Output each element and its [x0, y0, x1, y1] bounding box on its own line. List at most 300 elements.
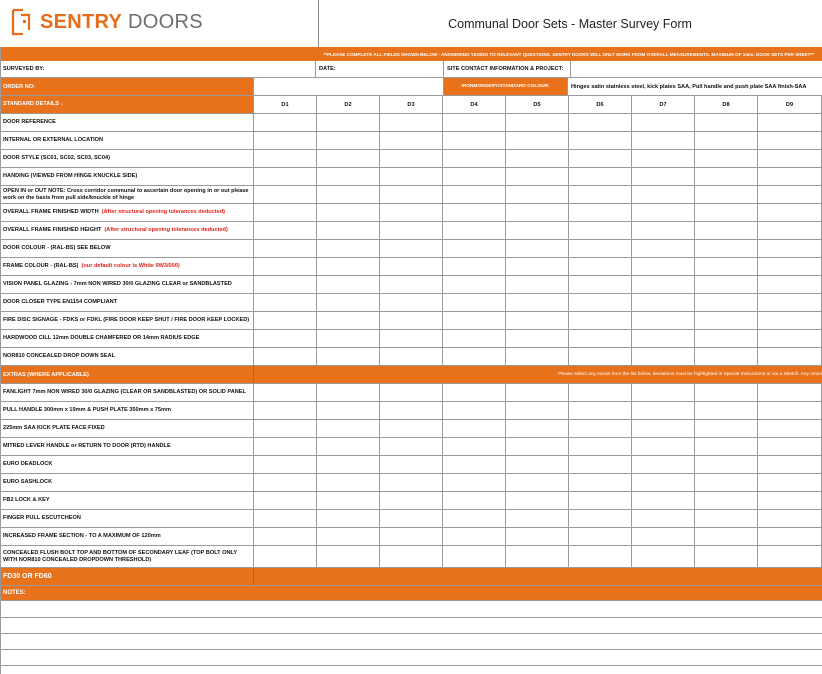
standard-detail-label: [0, 276, 254, 293]
door-entry-cell[interactable]: [758, 528, 822, 545]
door-entry-cell[interactable]: [506, 276, 569, 293]
door-entry-cell[interactable]: [758, 348, 822, 365]
standard-detail-label-text: FRAME COLOUR - (RAL-BS): [3, 263, 79, 269]
site-contact-label: SITE CONTACT INFORMATION & PROJECT:: [447, 66, 564, 72]
door-entry-cell[interactable]: [632, 420, 695, 437]
door-entry-cell[interactable]: [380, 384, 443, 401]
door-entry-cell[interactable]: [758, 186, 822, 203]
extras-row: [0, 420, 822, 438]
door-entry-cell[interactable]: [632, 150, 695, 167]
order-no-field[interactable]: [254, 78, 444, 95]
door-entry-cell[interactable]: [695, 474, 758, 491]
door-entry-cell[interactable]: [569, 204, 632, 221]
door-entry-cell[interactable]: [695, 456, 758, 473]
door-entry-cell[interactable]: [569, 510, 632, 527]
extras-row: [0, 438, 822, 456]
door-entry-cell[interactable]: [317, 222, 380, 239]
extras-label-text: FANLIGHT 7mm NON WIRED 30/0 GLAZING (CLEAR OR SANDBLASTED) OR SOLID PANEL: [3, 389, 246, 395]
extras-label: [0, 438, 254, 455]
door-entry-cell[interactable]: [758, 222, 822, 239]
door-entry-cell[interactable]: [380, 276, 443, 293]
form-title: Communal Door Sets - Master Survey Form: [448, 16, 692, 31]
door-entry-cell[interactable]: [443, 546, 506, 567]
standard-detail-label-text: HARDWOOD CILL 12mm DOUBLE CHAMFERED OR 14mm RADIUS EDGE: [3, 335, 200, 341]
standard-detail-row: [0, 186, 822, 204]
standard-detail-row: [0, 168, 822, 186]
door-entry-cell[interactable]: [758, 240, 822, 257]
door-entry-cell[interactable]: [695, 348, 758, 365]
door-column-header: D6: [569, 96, 632, 113]
door-entry-cell[interactable]: [569, 132, 632, 149]
door-entry-cell[interactable]: [632, 258, 695, 275]
standard-detail-row: [0, 258, 822, 276]
standard-detail-label: [0, 114, 254, 131]
door-entry-cell[interactable]: [758, 420, 822, 437]
door-entry-cell[interactable]: [506, 438, 569, 455]
site-contact-label-cell: [444, 61, 571, 77]
left-border: [0, 47, 1, 674]
standard-detail-label: [0, 312, 254, 329]
extras-row: [0, 510, 822, 528]
door-entry-cell[interactable]: [317, 420, 380, 437]
standard-detail-label-text: FIRE DISC SIGNAGE - FDKS or FDKL (FIRE DOOR KEEP SHUT / FIRE DOOR KEEP LOCKED): [3, 317, 250, 323]
door-entry-cell[interactable]: [317, 204, 380, 221]
door-entry-cell[interactable]: [380, 240, 443, 257]
extras-label-text: PULL HANDLE 300mm x 19mm & PUSH PLATE 350mm x 75mm: [3, 407, 171, 413]
door-entry-cell[interactable]: [758, 510, 822, 527]
door-entry-cell[interactable]: [317, 528, 380, 545]
door-entry-cell[interactable]: [569, 222, 632, 239]
door-entry-cell[interactable]: [317, 438, 380, 455]
door-entry-cell[interactable]: [317, 114, 380, 131]
door-entry-cell[interactable]: [758, 114, 822, 131]
standard-detail-label-text: DOOR COLOUR - (RAL-BS) SEE BELOW: [3, 245, 111, 251]
door-entry-cell[interactable]: [758, 384, 822, 401]
door-entry-cell[interactable]: [569, 330, 632, 347]
door-entry-cell[interactable]: [758, 546, 822, 567]
door-entry-cell[interactable]: [380, 420, 443, 437]
door-entry-cell[interactable]: [443, 528, 506, 545]
door-entry-cell[interactable]: [506, 240, 569, 257]
door-entry-cell[interactable]: [506, 222, 569, 239]
standard-detail-label-text: OPEN IN or OUT NOTE: Cross corridor communal to ascertain door opening in or out please work on the basis from pull side/knuckle of hinge: [3, 187, 249, 201]
door-entry-cell[interactable]: [380, 474, 443, 491]
door-entry-cell[interactable]: [317, 402, 380, 419]
door-entry-cell[interactable]: [506, 330, 569, 347]
door-entry-cell[interactable]: [506, 114, 569, 131]
extras-label-text: EURO DEADLOCK: [3, 461, 53, 467]
door-entry-cell[interactable]: [254, 402, 317, 419]
door-entry-cell[interactable]: [569, 240, 632, 257]
standard-detail-row: [0, 150, 822, 168]
door-entry-cell[interactable]: [443, 222, 506, 239]
door-entry-cell[interactable]: [569, 150, 632, 167]
extras-row: [0, 546, 822, 568]
ironmongery-value[interactable]: [568, 78, 822, 95]
door-entry-cell[interactable]: [317, 258, 380, 275]
sentry-doors-logo-icon: [11, 8, 33, 36]
door-entry-cell[interactable]: [632, 492, 695, 509]
door-entry-cell[interactable]: [506, 402, 569, 419]
door-column-header: D3: [380, 96, 443, 113]
door-entry-cell[interactable]: [380, 492, 443, 509]
door-entry-cell[interactable]: [443, 330, 506, 347]
extras-header: [0, 366, 254, 383]
door-entry-cell[interactable]: [254, 114, 317, 131]
door-entry-cell[interactable]: [569, 294, 632, 311]
date-field[interactable]: [316, 61, 444, 77]
door-entry-cell[interactable]: [506, 204, 569, 221]
extras-label-text: 225mm SAA KICK PLATE FACE FIXED: [3, 425, 105, 431]
door-entry-cell[interactable]: [569, 492, 632, 509]
door-entry-cell[interactable]: [443, 168, 506, 185]
door-entry-cell[interactable]: [317, 312, 380, 329]
extras-label: [0, 384, 254, 401]
door-entry-cell[interactable]: [632, 402, 695, 419]
extras-label-text: FINGER PULL ESCUTCHEON: [3, 515, 81, 521]
extras-label-text: CONCEALED FLUSH BOLT TOP AND BOTTOM OF SECONDARY LEAF (TOP BOLT ONLY WITH NOR810 CONCEALED DROPDOWN THRESHOLD): [3, 549, 238, 563]
door-entry-cell[interactable]: [443, 510, 506, 527]
door-entry-cell[interactable]: [758, 150, 822, 167]
door-entry-cell[interactable]: [380, 546, 443, 567]
door-entry-cell[interactable]: [569, 528, 632, 545]
fd-rating-text: FD30 OR FD60: [3, 573, 52, 580]
door-entry-cell[interactable]: [569, 186, 632, 203]
door-entry-cell[interactable]: [254, 420, 317, 437]
door-entry-cell[interactable]: [254, 348, 317, 365]
door-entry-cell[interactable]: [695, 384, 758, 401]
door-entry-cell[interactable]: [380, 456, 443, 473]
door-entry-cell[interactable]: [443, 456, 506, 473]
door-entry-cell[interactable]: [254, 438, 317, 455]
door-entry-cell[interactable]: [695, 258, 758, 275]
door-entry-cell[interactable]: [443, 258, 506, 275]
door-entry-cell[interactable]: [632, 528, 695, 545]
door-entry-cell[interactable]: [254, 312, 317, 329]
door-entry-cell[interactable]: [443, 348, 506, 365]
door-entry-cell[interactable]: [695, 330, 758, 347]
door-entry-cell[interactable]: [695, 528, 758, 545]
door-entry-cell[interactable]: [506, 348, 569, 365]
door-entry-cell[interactable]: [506, 510, 569, 527]
door-entry-cell[interactable]: [632, 240, 695, 257]
extras-row: [0, 528, 822, 546]
door-entry-cell[interactable]: [443, 384, 506, 401]
logo-area: [0, 0, 319, 47]
extras-row: [0, 456, 822, 474]
door-entry-cell[interactable]: [506, 186, 569, 203]
door-entry-cell[interactable]: [569, 114, 632, 131]
door-entry-cell[interactable]: [317, 240, 380, 257]
door-entry-cell[interactable]: [758, 294, 822, 311]
door-entry-cell[interactable]: [695, 294, 758, 311]
ironmongery-label: IRONMONGERY/STANDARD COLOUR:: [461, 84, 550, 89]
door-entry-cell[interactable]: [443, 240, 506, 257]
standard-detail-label-text: VISION PANEL GLAZING - 7mm NON WIRED 30/0 GLAZING CLEAR or SANDBLASTED: [3, 281, 232, 287]
door-entry-cell[interactable]: [254, 294, 317, 311]
fd-rating-label: [0, 568, 254, 585]
door-entry-cell[interactable]: [380, 438, 443, 455]
door-entry-cell[interactable]: [632, 474, 695, 491]
door-entry-cell[interactable]: [569, 438, 632, 455]
standard-detail-label-text: DOOR STYLE (SC01, SC02, SC03, SC04): [3, 155, 110, 161]
door-entry-cell[interactable]: [632, 456, 695, 473]
door-entry-cell[interactable]: [380, 168, 443, 185]
extras-label: [0, 546, 254, 567]
door-entry-cell[interactable]: [317, 474, 380, 491]
door-entry-cell[interactable]: [569, 168, 632, 185]
door-entry-cell[interactable]: [443, 492, 506, 509]
door-entry-cell[interactable]: [506, 312, 569, 329]
door-entry-cell[interactable]: [569, 312, 632, 329]
door-entry-cell[interactable]: [254, 240, 317, 257]
door-entry-cell[interactable]: [632, 348, 695, 365]
door-entry-cell[interactable]: [758, 330, 822, 347]
door-entry-cell[interactable]: [695, 204, 758, 221]
door-entry-cell[interactable]: [758, 456, 822, 473]
door-entry-cell[interactable]: [254, 474, 317, 491]
standard-detail-row: [0, 330, 822, 348]
door-entry-cell[interactable]: [443, 474, 506, 491]
door-entry-cell[interactable]: [506, 420, 569, 437]
door-entry-cell[interactable]: [380, 294, 443, 311]
door-entry-cell[interactable]: [632, 510, 695, 527]
standard-detail-label: [0, 258, 254, 275]
door-entry-cell[interactable]: [695, 420, 758, 437]
door-entry-cell[interactable]: [443, 294, 506, 311]
extras-row: [0, 474, 822, 492]
door-entry-cell[interactable]: [254, 204, 317, 221]
door-entry-cell[interactable]: [695, 546, 758, 567]
door-entry-cell[interactable]: [632, 186, 695, 203]
door-entry-cell[interactable]: [506, 150, 569, 167]
door-entry-cell[interactable]: [254, 150, 317, 167]
standard-details-header: [0, 96, 254, 113]
door-entry-cell[interactable]: [632, 222, 695, 239]
door-entry-cell[interactable]: [569, 402, 632, 419]
door-entry-cell[interactable]: [317, 168, 380, 185]
door-entry-cell[interactable]: [380, 258, 443, 275]
door-entry-cell[interactable]: [317, 546, 380, 567]
notes-label: [0, 586, 822, 600]
standard-detail-label: [0, 150, 254, 167]
door-entry-cell[interactable]: [443, 132, 506, 149]
standard-detail-label: [0, 168, 254, 185]
door-entry-cell[interactable]: [380, 312, 443, 329]
door-entry-cell[interactable]: [569, 258, 632, 275]
door-entry-cell[interactable]: [254, 222, 317, 239]
door-entry-cell[interactable]: [317, 294, 380, 311]
door-entry-cell[interactable]: [632, 312, 695, 329]
door-entry-cell[interactable]: [506, 168, 569, 185]
door-entry-cell[interactable]: [632, 168, 695, 185]
door-entry-cell[interactable]: [317, 330, 380, 347]
door-entry-cell[interactable]: [758, 312, 822, 329]
extras-row: [0, 492, 822, 510]
door-entry-cell[interactable]: [695, 492, 758, 509]
door-entry-cell[interactable]: [632, 114, 695, 131]
door-entry-cell[interactable]: [632, 294, 695, 311]
door-entry-cell[interactable]: [380, 528, 443, 545]
door-entry-cell[interactable]: [443, 204, 506, 221]
instructions-banner: **PLEASE COMPLETE ALL FIELDS SHOWN BELOW - ANSWERING YES/NO TO RELEVANT QUESTIONS. SENTRY DOORS WILL ONLY WORK FROM OVERALL MEASUREMENTS. MAXIMUM OF 14no. DOOR SETS PER SHEET**: [0, 47, 822, 61]
door-entry-cell[interactable]: [632, 330, 695, 347]
door-entry-cell[interactable]: [569, 348, 632, 365]
door-entry-cell[interactable]: [632, 384, 695, 401]
door-entry-cell[interactable]: [380, 510, 443, 527]
door-entry-cell[interactable]: [254, 528, 317, 545]
door-entry-cell[interactable]: [254, 456, 317, 473]
door-entry-cell[interactable]: [317, 132, 380, 149]
door-entry-cell[interactable]: [254, 276, 317, 293]
door-entry-cell[interactable]: [506, 546, 569, 567]
standard-detail-row: [0, 222, 822, 240]
door-entry-cell[interactable]: [695, 402, 758, 419]
door-entry-cell[interactable]: [506, 456, 569, 473]
standard-detail-row: [0, 348, 822, 366]
door-entry-cell[interactable]: [695, 222, 758, 239]
order-no-label-cell: [0, 78, 254, 95]
door-entry-cell[interactable]: [317, 492, 380, 509]
door-entry-cell[interactable]: [443, 186, 506, 203]
door-column-header: D4: [443, 96, 506, 113]
door-entry-cell[interactable]: [569, 546, 632, 567]
door-entry-cell[interactable]: [695, 510, 758, 527]
door-entry-cell[interactable]: [380, 204, 443, 221]
door-column-header: D2: [317, 96, 380, 113]
door-entry-cell[interactable]: [506, 132, 569, 149]
door-entry-cell[interactable]: [758, 276, 822, 293]
door-entry-cell[interactable]: [317, 456, 380, 473]
door-entry-cell[interactable]: [443, 438, 506, 455]
extras-label: [0, 528, 254, 545]
door-entry-cell[interactable]: [758, 402, 822, 419]
standard-details-header-row: [0, 96, 822, 114]
door-entry-cell[interactable]: [254, 546, 317, 567]
door-entry-cell[interactable]: [758, 474, 822, 491]
door-entry-cell[interactable]: [569, 456, 632, 473]
door-entry-cell[interactable]: [317, 348, 380, 365]
door-entry-cell[interactable]: [506, 294, 569, 311]
door-entry-cell[interactable]: [254, 132, 317, 149]
door-entry-cell[interactable]: [569, 276, 632, 293]
door-entry-cell[interactable]: [695, 114, 758, 131]
door-entry-cell[interactable]: [380, 186, 443, 203]
door-entry-cell[interactable]: [317, 276, 380, 293]
standard-detail-row: [0, 240, 822, 258]
door-entry-cell[interactable]: [443, 402, 506, 419]
door-entry-cell[interactable]: [695, 150, 758, 167]
date-label: DATE:: [319, 66, 336, 72]
door-entry-cell[interactable]: [443, 114, 506, 131]
door-entry-cell[interactable]: [758, 258, 822, 275]
ironmongery-label-cell: [444, 78, 568, 95]
extras-label: [0, 402, 254, 419]
door-entry-cell[interactable]: [695, 186, 758, 203]
door-entry-cell[interactable]: [506, 492, 569, 509]
door-entry-cell[interactable]: [569, 384, 632, 401]
door-entry-cell[interactable]: [317, 186, 380, 203]
door-entry-cell[interactable]: [758, 438, 822, 455]
standard-detail-row: [0, 294, 822, 312]
extras-note-text: Please select any extras from the list below, deviations must be highlighted in Special Instructions or via a Sketch. Any ommi: [558, 372, 822, 377]
door-entry-cell[interactable]: [695, 132, 758, 149]
door-entry-cell[interactable]: [506, 474, 569, 491]
standard-detail-row: [0, 204, 822, 222]
standard-detail-label: [0, 348, 254, 365]
door-entry-cell[interactable]: [758, 132, 822, 149]
door-entry-cell[interactable]: [380, 348, 443, 365]
door-entry-cell[interactable]: [317, 384, 380, 401]
door-entry-cell[interactable]: [254, 510, 317, 527]
door-entry-cell[interactable]: [443, 420, 506, 437]
door-entry-cell[interactable]: [695, 240, 758, 257]
door-entry-cell[interactable]: [380, 222, 443, 239]
surveyed-by-field[interactable]: [0, 61, 316, 77]
door-entry-cell[interactable]: [695, 312, 758, 329]
door-entry-cell[interactable]: [758, 492, 822, 509]
door-entry-cell[interactable]: [254, 168, 317, 185]
door-entry-cell[interactable]: [380, 150, 443, 167]
door-entry-cell[interactable]: [254, 384, 317, 401]
site-contact-field[interactable]: [571, 61, 822, 77]
door-entry-cell[interactable]: [695, 168, 758, 185]
notes-line[interactable]: [0, 617, 822, 618]
extras-label: [0, 492, 254, 509]
surveyed-by-row: [0, 61, 822, 78]
door-entry-cell[interactable]: [695, 276, 758, 293]
door-entry-cell[interactable]: [632, 276, 695, 293]
door-entry-cell[interactable]: [758, 168, 822, 185]
door-entry-cell[interactable]: [254, 186, 317, 203]
door-entry-cell[interactable]: [380, 330, 443, 347]
door-entry-cell[interactable]: [254, 330, 317, 347]
door-entry-cell[interactable]: [317, 150, 380, 167]
door-entry-cell[interactable]: [380, 132, 443, 149]
standard-detail-label-text: DOOR CLOSER TYPE EN1154 COMPLIANT: [3, 299, 118, 305]
door-entry-cell[interactable]: [758, 204, 822, 221]
door-entry-cell[interactable]: [254, 258, 317, 275]
door-entry-cell[interactable]: [569, 420, 632, 437]
door-entry-cell[interactable]: [254, 492, 317, 509]
door-entry-cell[interactable]: [380, 114, 443, 131]
extras-row: [0, 402, 822, 420]
door-entry-cell[interactable]: [443, 312, 506, 329]
door-entry-cell[interactable]: [380, 402, 443, 419]
standard-detail-label-text: NOR810 CONCEALED DROP DOWN SEAL: [3, 353, 116, 359]
ironmongery-value-text: Hinges satin stainless steel, kick plates SAA, Pull handle and push plate SAA finish-SAA: [571, 83, 807, 90]
door-entry-cell[interactable]: [632, 132, 695, 149]
notes-line[interactable]: [0, 665, 822, 666]
standard-detail-row: [0, 114, 822, 132]
door-entry-cell[interactable]: [695, 438, 758, 455]
door-entry-cell[interactable]: [443, 150, 506, 167]
door-entry-cell[interactable]: [506, 528, 569, 545]
door-entry-cell[interactable]: [506, 384, 569, 401]
extras-label: [0, 474, 254, 491]
notes-line[interactable]: [0, 633, 822, 634]
door-entry-cell[interactable]: [569, 474, 632, 491]
door-entry-cell[interactable]: [632, 204, 695, 221]
door-entry-cell[interactable]: [632, 546, 695, 567]
door-entry-cell[interactable]: [632, 438, 695, 455]
door-entry-cell[interactable]: [443, 276, 506, 293]
extras-label-text: MITRED LEVER HANDLE or RETURN TO DOOR (RTD) HANDLE: [3, 443, 171, 449]
notes-line[interactable]: [0, 649, 822, 650]
standard-detail-label: [0, 240, 254, 257]
door-entry-cell[interactable]: [317, 510, 380, 527]
door-entry-cell[interactable]: [506, 258, 569, 275]
